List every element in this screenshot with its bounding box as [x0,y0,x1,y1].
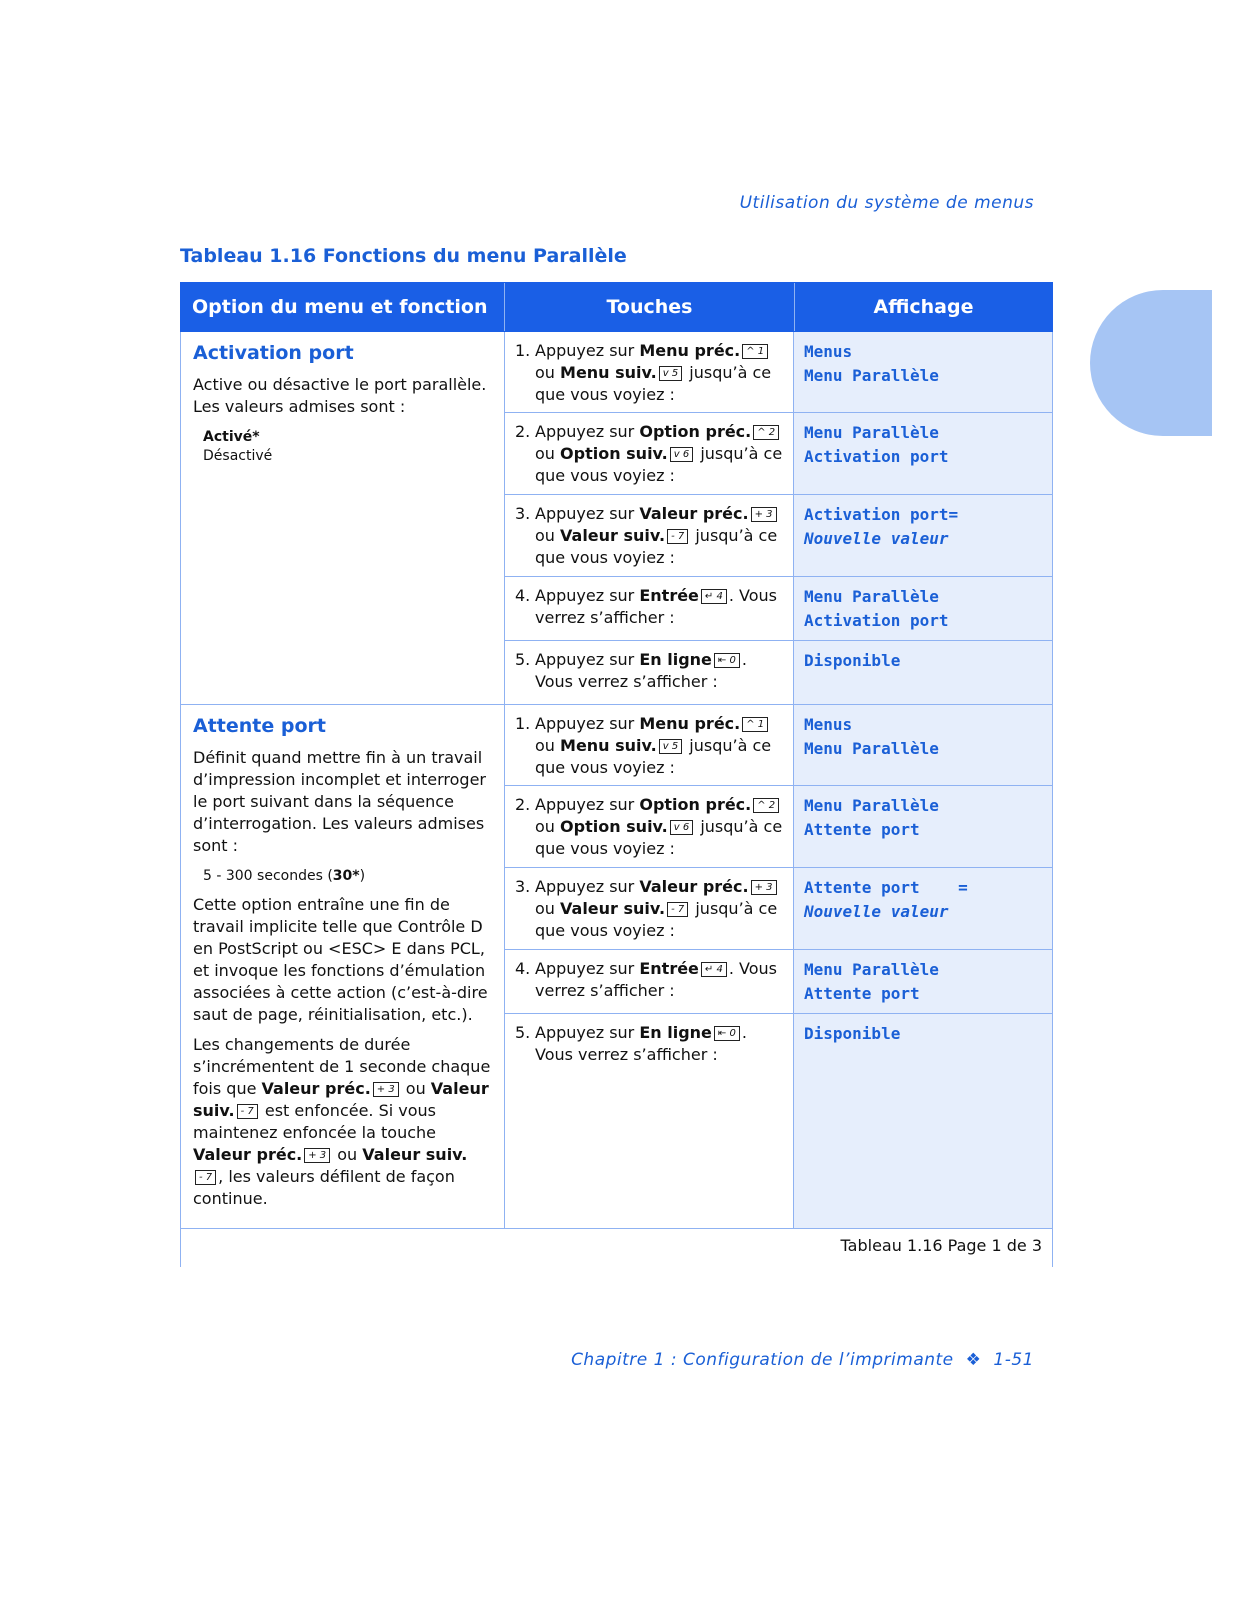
step-text: . Vous verrez s’afficher : [535,1023,747,1064]
step-text: ou [535,899,561,918]
display-readout [794,786,1052,867]
key-name: En ligne [639,1023,712,1042]
display-line-1: Menu Parallèle [804,423,939,442]
step-row [505,950,1052,1014]
step-text: ou [535,817,561,836]
key-option-next-icon: v 6 [670,820,693,835]
option-description [181,705,505,1228]
display-line-2: Menu Parallèle [804,366,939,385]
column-header-keys: Touches [505,283,795,331]
key-value-prev-icon: + 3 [373,1082,399,1097]
option-group-activation-port [180,332,1053,705]
step-instruction [505,705,794,785]
key-value-prev-icon: + 3 [304,1148,330,1163]
step-instruction [505,641,794,704]
step-text: ou [535,526,561,545]
chapter-title: Chapitre 1 : Configuration de l’imprimante [571,1350,954,1370]
parallel-menu-table [180,282,1053,1267]
step-row [505,641,1052,704]
option-values [203,867,492,886]
step-text: Appuyez sur [535,341,640,360]
key-name: Valeur suiv. [560,899,666,918]
option-paragraph: Définit quand mettre fin à un travail d’impression incomplet et interroger le port suivant dans la séquence d’interrogation. Les valeurs admises sont : [193,748,486,855]
step-row [505,332,1052,413]
step-number: 5. [515,1023,531,1042]
key-name: Option préc. [639,422,752,441]
table-footer: Tableau 1.16 Page 1 de 3 [180,1229,1053,1267]
key-option-next-icon: v 6 [670,447,693,462]
key-online-icon: ⇤ 0 [714,653,740,668]
step-number: 1. [515,341,531,360]
step-text: Appuyez sur [535,795,640,814]
step-text: . Vous verrez s’afficher : [535,586,777,627]
display-readout [794,495,1052,576]
option-group-attente-port [180,705,1053,1229]
steps-column [505,705,1052,1228]
step-instruction [505,950,794,1013]
key-value-next-icon: - 7 [667,902,688,917]
option-paragraph: Active ou désactive le port parallèle. Les valeurs admises sont : [193,375,487,416]
key-name: Valeur préc. [639,504,749,523]
option-value-default: 30* [332,868,360,884]
key-name: Valeur préc. [639,877,749,896]
key-name: Entrée [639,959,699,978]
option-value: Désactivé [203,448,273,464]
step-instruction [505,868,794,949]
step-number: 1. [515,714,531,733]
display-readout [794,950,1052,1013]
text-run: ou [400,1079,431,1098]
step-text: jusqu’à ce que vous voyiez : [535,817,783,858]
key-menu-prev-icon: ^ 1 [742,717,768,732]
key-name: Valeur suiv. [560,526,666,545]
column-header-display: Affichage [873,296,974,318]
option-value-default: Activé* [203,429,260,445]
display-line-1: Menu Parallèle [804,587,939,606]
running-header: Utilisation du système de menus [739,193,1034,213]
key-name: Menu préc. [639,341,741,360]
option-title: Attente port [193,715,326,737]
option-title: Activation port [193,342,354,364]
key-value-next-icon: - 7 [667,529,688,544]
step-row [505,786,1052,868]
display-readout [794,1014,1052,1228]
step-number: 3. [515,877,531,896]
key-menu-prev-icon: ^ 1 [742,344,768,359]
step-text: Appuyez sur [535,959,640,978]
step-text: jusqu’à ce que vous voyiez : [535,444,783,485]
step-text: Appuyez sur [535,504,640,523]
key-name: Option préc. [639,795,752,814]
step-instruction [505,1014,794,1228]
key-name: Valeur préc. [193,1145,303,1164]
key-enter-icon: ↵ 4 [701,589,727,604]
display-readout [794,641,1052,704]
key-name: Valeur suiv. [193,1079,489,1120]
key-name: Option suiv. [560,444,668,463]
step-text: jusqu’à ce que vous voyiez : [535,899,778,940]
option-paragraph: Cette option entraîne une fin de travail implicite telle que Contrôle D en PostScript ou <ESC> E dans PCL, et invoque les fonctions d’émulation associées à cette action (c’est-à-dire saut de page, réinitialisation, etc.). [193,895,488,1024]
step-instruction [505,495,794,576]
step-instruction [505,786,794,867]
key-value-prev-icon: + 3 [751,880,777,895]
table-title: Tableau 1.16 Fonctions du menu Parallèle [180,245,627,267]
step-text: Appuyez sur [535,1023,640,1042]
key-value-prev-icon: + 3 [751,507,777,522]
display-line-1: Menu Parallèle [804,960,939,979]
option-value: 5 - 300 secondes ( [203,868,333,884]
display-line-1: Disponible [804,1024,901,1043]
step-text: Appuyez sur [535,877,640,896]
display-line-2: Nouvelle valeur [804,902,949,921]
option-value-close: ) [359,868,366,884]
key-menu-next-icon: v 5 [659,366,682,381]
text-run: est enfoncée. Si vous maintenez enfoncée la touche [193,1101,437,1142]
step-text: Appuyez sur [535,422,640,441]
step-text: ou [535,444,561,463]
step-row [505,1014,1052,1228]
display-readout [794,705,1052,785]
text-run: Les changements de durée s’incrémentent de 1 seconde chaque fois que [193,1035,491,1098]
option-paragraph [193,1034,492,1210]
step-text: ou [535,363,561,382]
display-line-2: Nouvelle valeur [804,529,949,548]
diamond-separator-icon: ❖ [965,1350,982,1370]
key-value-next-icon: - 7 [195,1170,216,1185]
step-text: Appuyez sur [535,586,640,605]
step-row [505,868,1052,950]
key-online-icon: ⇤ 0 [714,1026,740,1041]
key-option-prev-icon: ^ 2 [753,798,779,813]
key-value-next-icon: - 7 [237,1104,258,1119]
display-readout [794,413,1052,494]
key-menu-next-icon: v 5 [659,739,682,754]
step-row [505,413,1052,495]
display-line-1: Attente port = [804,878,968,897]
step-number: 2. [515,422,531,441]
display-line-2: Activation port [804,447,949,466]
step-text: ou [535,736,561,755]
step-instruction [505,332,794,412]
step-text: jusqu’à ce que vous voyiez : [535,736,772,777]
key-name: Valeur suiv. [362,1145,468,1164]
step-text: jusqu’à ce que vous voyiez : [535,363,772,404]
key-option-prev-icon: ^ 2 [753,425,779,440]
display-line-1: Menus [804,342,853,361]
option-values [203,428,492,466]
step-number: 5. [515,650,531,669]
display-line-2: Menu Parallèle [804,739,939,758]
option-description [181,332,505,704]
display-line-1: Activation port= [804,505,959,524]
step-text: jusqu’à ce que vous voyiez : [535,526,778,567]
key-name: Menu préc. [639,714,741,733]
key-name: Menu suiv. [560,363,657,382]
column-header-option: Option du menu et fonction [181,283,505,331]
key-name: Valeur préc. [261,1079,371,1098]
key-name: Menu suiv. [560,736,657,755]
display-line-1: Disponible [804,651,901,670]
page-number: 1-51 [993,1350,1034,1370]
text-run: ou [332,1145,363,1164]
steps-column [505,332,1052,704]
text-run: , les valeurs défilent de façon continue. [193,1167,455,1208]
display-line-1: Menu Parallèle [804,796,939,815]
step-text: . Vous verrez s’afficher : [535,650,747,691]
step-text: Appuyez sur [535,714,640,733]
display-line-2: Attente port [804,820,920,839]
step-row [505,495,1052,577]
key-enter-icon: ↵ 4 [701,962,727,977]
key-name: Option suiv. [560,817,668,836]
page-footer [571,1350,1034,1370]
key-name: Entrée [639,586,699,605]
display-line-2: Attente port [804,984,920,1003]
step-number: 4. [515,586,531,605]
display-line-1: Menus [804,715,853,734]
chapter-tab [1090,290,1212,436]
step-number: 4. [515,959,531,978]
key-name: En ligne [639,650,712,669]
step-instruction [505,413,794,494]
display-line-2: Activation port [804,611,949,630]
display-readout [794,332,1052,412]
step-row [505,705,1052,786]
step-text: . Vous verrez s’afficher : [535,959,777,1000]
display-readout [794,577,1052,640]
step-text: Appuyez sur [535,650,640,669]
step-number: 2. [515,795,531,814]
display-readout [794,868,1052,949]
step-number: 3. [515,504,531,523]
step-instruction [505,577,794,640]
table-header-row [180,282,1053,332]
step-row [505,577,1052,641]
